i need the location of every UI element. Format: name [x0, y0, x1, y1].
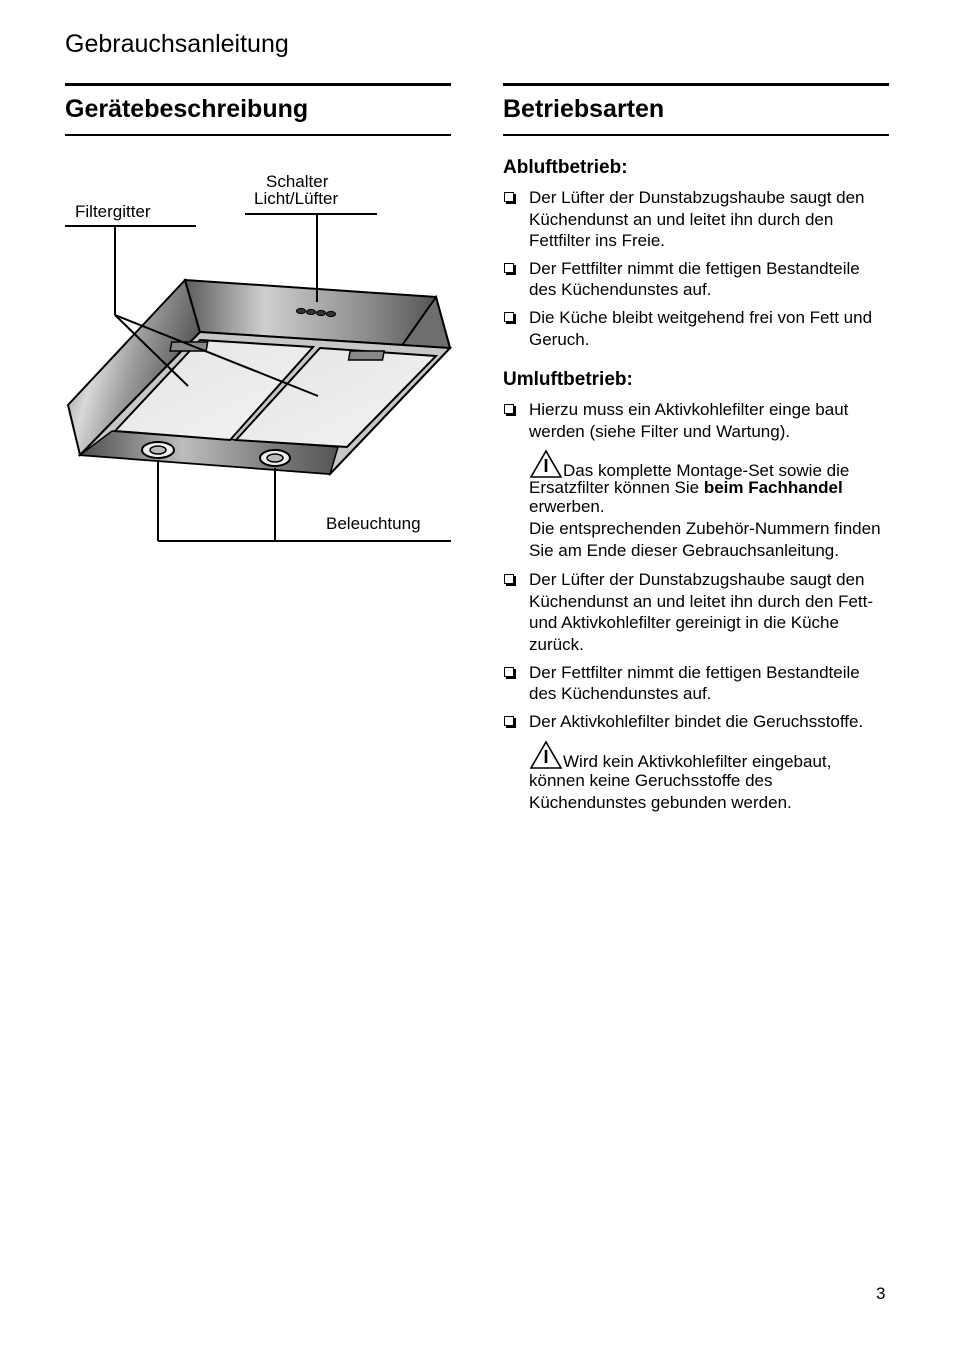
checkbox-bullet-icon	[504, 192, 514, 202]
checkbox-bullet-icon	[504, 716, 514, 726]
note2-line1: Wird kein Aktivkohlefilter eingebaut,	[563, 752, 832, 772]
label-filter: Filtergitter	[75, 202, 151, 221]
list-item: Der Fettfilter nimmt die fettigen Bestandteile des Küchendunstes auf.	[503, 258, 889, 301]
note1-line2: Ersatzfilter können Sie	[529, 478, 704, 498]
list-item: Der Aktivkohlefilter bindet die Geruchsstoffe.	[503, 711, 889, 733]
label-lighting: Beleuchtung	[326, 514, 421, 533]
checkbox-bullet-icon	[504, 574, 514, 584]
section-title-modes: Betriebsarten	[503, 83, 889, 136]
note2-rest: können keine Geruchsstoffe des Küchendunstes gebunden werden.	[529, 771, 792, 812]
section-title-device: Gerätebeschreibung	[65, 83, 451, 136]
label-switch-line2: Licht/Lüfter	[254, 189, 339, 208]
umluft-title: Umluftbetrieb:	[503, 369, 633, 391]
label-switch-line1: Schalter	[266, 172, 329, 191]
warning-icon	[529, 449, 563, 479]
abluft-title: Abluftbetrieb:	[503, 157, 628, 178]
note1-rest: erwerben.	[529, 497, 605, 517]
note1-para2: Die entsprechenden Zubehör-Nummern finden Sie am Ende dieser Gebrauchsanleitung.	[529, 518, 881, 560]
note-montage-set	[503, 449, 889, 561]
checkbox-bullet-icon	[504, 263, 514, 273]
checkbox-bullet-icon	[504, 667, 514, 677]
note-no-carbon-filter	[503, 740, 889, 813]
list-item: Der Lüfter der Dunstabzugshaube saugt den Küchendunst an und leitet ihn durch den Fettfilter ins Freie.	[503, 187, 889, 252]
note1-bold: beim Fachhandel	[703, 478, 843, 498]
checkbox-bullet-icon	[504, 404, 514, 414]
list-item: Der Lüfter der Dunstabzugshaube saugt den Küchendunst an und leitet ihn durch den Fett- und Aktivkohlefilter gereinigt in die Küche zurück.	[503, 569, 889, 655]
abluft-list	[503, 187, 889, 350]
operating-modes-section	[503, 83, 889, 813]
page-header-title: Gebrauchsanleitung	[65, 30, 289, 58]
umluft-list-a	[503, 399, 889, 442]
warning-icon	[529, 740, 563, 770]
list-item: Die Küche bleibt weitgehend frei von Fett und Geruch.	[503, 307, 889, 350]
list-item: Der Fettfilter nimmt die fettigen Bestandteile des Küchendunstes auf.	[503, 662, 889, 705]
umluft-list-b	[503, 569, 889, 732]
checkbox-bullet-icon	[504, 312, 514, 322]
note1-line1: Das komplette Montage-Set sowie die	[563, 461, 850, 481]
page-number: 3	[876, 1284, 886, 1303]
list-item: Hierzu muss ein Aktivkohlefilter einge baut werden (siehe Filter und Wartung).	[503, 399, 889, 442]
